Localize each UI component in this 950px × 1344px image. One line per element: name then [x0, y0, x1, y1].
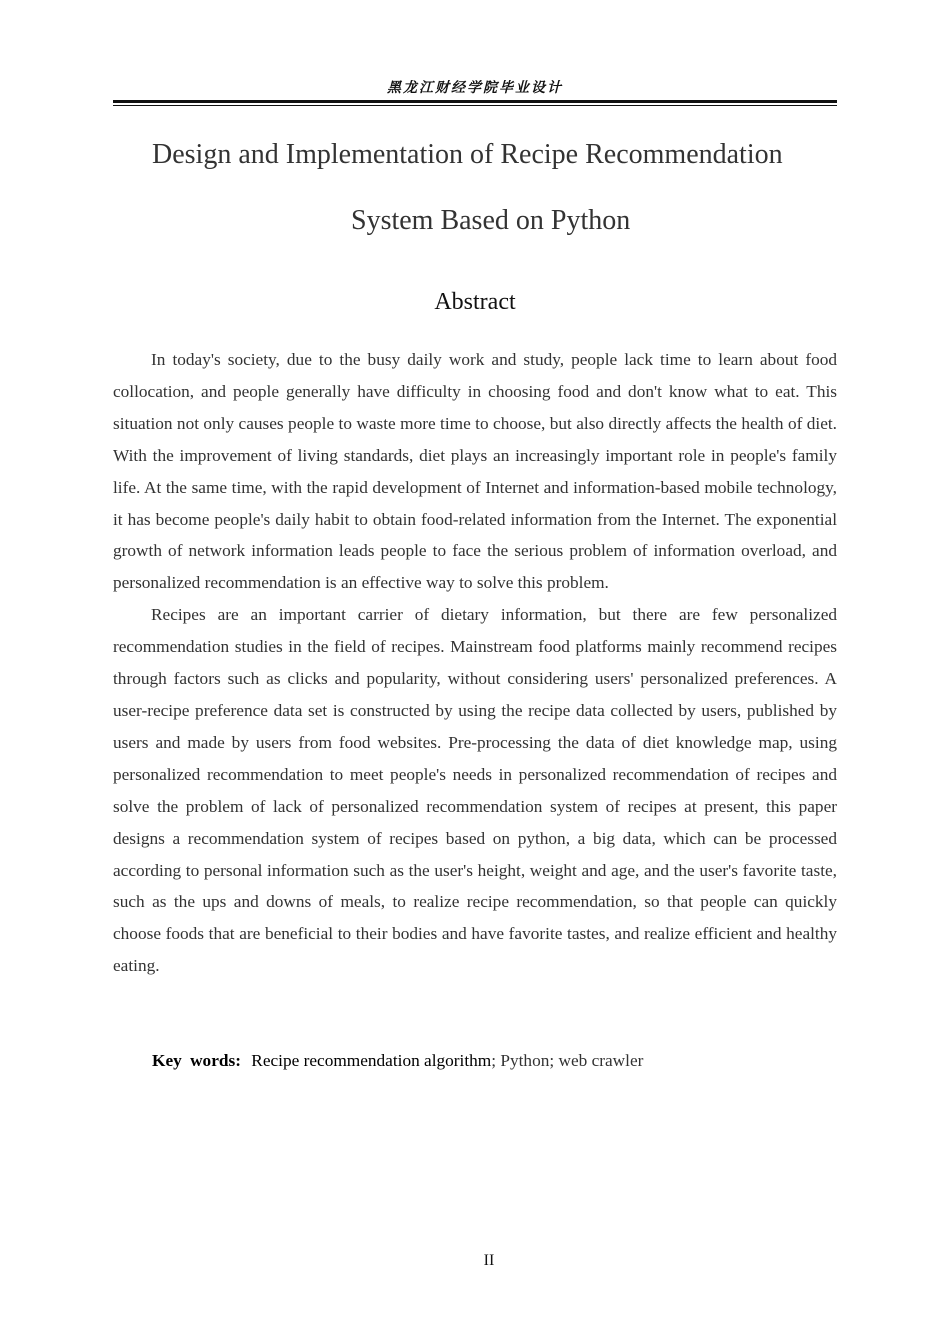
- header-rule-thick: [113, 100, 837, 103]
- header-rule-thin: [113, 105, 837, 106]
- abstract-body: [113, 344, 837, 982]
- paper-title-line-1: Design and Implementation of Recipe Recommendation: [152, 139, 783, 170]
- keyword-primary: Recipe recommendation algorithm: [251, 1051, 492, 1070]
- keywords-line: [152, 1046, 837, 1076]
- keywords-rest: ; Python; web crawler: [491, 1051, 644, 1070]
- running-header: 黑龙江财经学院毕业设计: [387, 80, 563, 96]
- abstract-heading: Abstract: [434, 289, 516, 315]
- keywords-label: Key words:: [152, 1051, 241, 1070]
- page-number: II: [483, 1252, 495, 1269]
- abstract-paragraph-2: Recipes are an important carrier of dietary information, but there are few personalized recommendation studies in the field of recipes. Mainstream food platforms mainly recommend recipes through factors such as clicks and popularity, without considering users' personalized preferences. A user-recipe preference data set is constructed by using the recipe data collected by users, published by users and made by users from food websites. Pre-processing the data of diet knowledge map, using personalized recommendation to meet people's needs in personalized recommendation of recipes and solve the problem of lack of personalized recommendation system of recipes at present, this paper designs a recommendation system of recipes based on python, a big data, which can be processed according to personal information such as the user's height, weight and age, and the user's favorite taste, such as the ups and downs of meals, to realize recipe recommendation, so that people can quickly choose foods that are beneficial to their bodies and have favorite tastes, and realize efficient and healthy eating.: [113, 605, 837, 976]
- abstract-paragraph-1: In today's society, due to the busy daily work and study, people lack time to learn about food collocation, and people generally have difficulty in choosing food and don't know what to eat. This situation not only causes people to waste more time to choose, but also directly affects the health of diet. With the improvement of living standards, diet plays an increasingly important role in people's family life. At the same time, with the rapid development of Internet and information-based mobile technology, it has become people's daily habit to obtain food-related information from the Internet. The exponential growth of network information leads people to face the serious problem of information overload, and personalized recommendation is an effective way to solve this problem.: [113, 350, 837, 593]
- paper-title-line-2: System Based on Python: [351, 205, 631, 236]
